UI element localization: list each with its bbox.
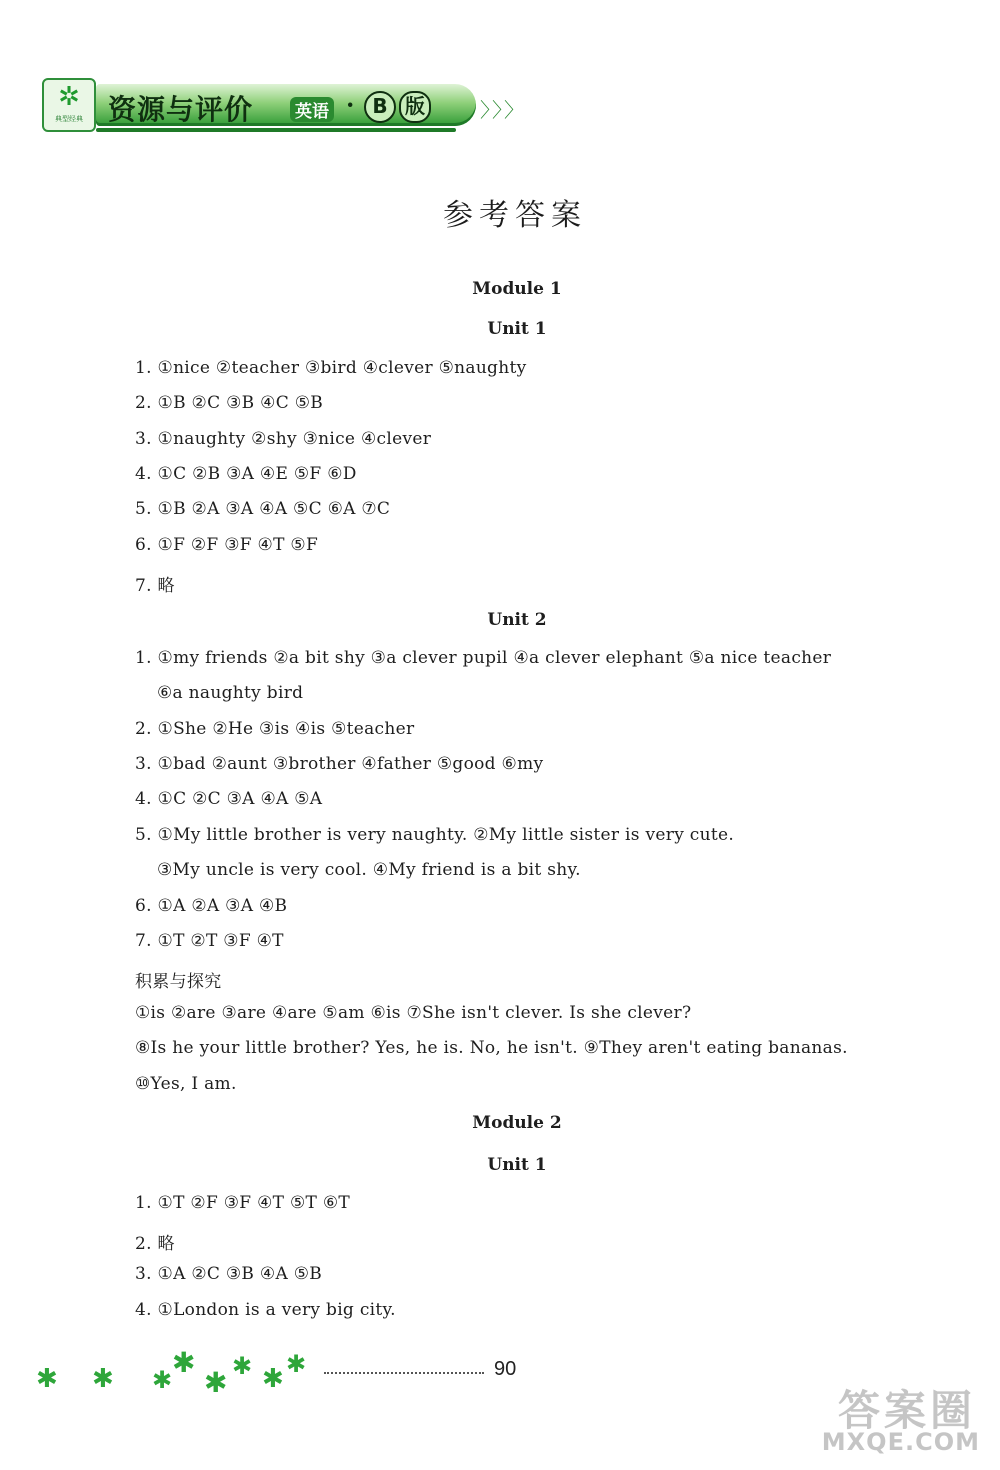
banner-underline bbox=[96, 128, 456, 132]
chevron-right-icon: 〉〉〉 bbox=[480, 98, 526, 122]
page-number: 90 bbox=[494, 1358, 517, 1380]
answer-line: ⑧Is he your little brother? Yes, he is. No, he isn't. ⑨They aren't eating bananas. bbox=[135, 1038, 848, 1058]
star-logo-icon: ✲ bbox=[58, 82, 80, 112]
edition-letter: B bbox=[364, 91, 396, 123]
logo-text: 典型经典 bbox=[55, 115, 83, 123]
section-heading: Unit 2 bbox=[487, 610, 547, 630]
answer-line: 7. 略 bbox=[135, 576, 175, 596]
book-logo bbox=[42, 78, 96, 132]
watermark bbox=[786, 1378, 996, 1462]
section-heading: Module 1 bbox=[472, 279, 562, 299]
answer-line: 1. ①T ②F ③F ④T ⑤T ⑥T bbox=[135, 1193, 351, 1213]
answer-line: 4. ①C ②B ③A ④E ⑤F ⑥D bbox=[135, 464, 357, 484]
section-heading: Module 2 bbox=[472, 1113, 562, 1133]
answer-line: 2. ①B ②C ③B ④C ⑤B bbox=[135, 393, 324, 413]
answer-line: ⑥a naughty bird bbox=[157, 683, 304, 703]
answer-line: 4. ①C ②C ③A ④A ⑤A bbox=[135, 789, 323, 809]
answer-line: 6. ①F ②F ③F ④T ⑤F bbox=[135, 535, 319, 555]
star-decoration-icon: ✱ ✱ ✱ ✱ ✱ ✱ ✱ ✱ bbox=[36, 1346, 307, 1399]
answer-line: 3. ①naughty ②shy ③nice ④clever bbox=[135, 429, 432, 449]
watermark-cn: 答案圈 bbox=[837, 1386, 976, 1435]
answer-line: ①is ②are ③are ④are ⑤am ⑥is ⑦She isn't clever. Is she clever? bbox=[135, 1003, 692, 1023]
answer-line: 7. ①T ②T ③F ④T bbox=[135, 931, 284, 951]
answer-line: 6. ①A ②A ③A ④B bbox=[135, 896, 288, 916]
title-bar bbox=[96, 84, 476, 126]
answer-line: 3. ①A ②C ③B ④A ⑤B bbox=[135, 1264, 323, 1284]
answer-line: 3. ①bad ②aunt ③brother ④father ⑤good ⑥my bbox=[135, 754, 544, 774]
answer-line: 1. ①nice ②teacher ③bird ④clever ⑤naughty bbox=[135, 358, 527, 378]
dotted-leader bbox=[324, 1362, 484, 1374]
answer-line: 积累与探究 bbox=[135, 972, 222, 992]
answer-line: 4. ①London is a very big city. bbox=[135, 1300, 396, 1320]
section-heading: Unit 1 bbox=[487, 319, 547, 339]
series-title: 资源与评价 bbox=[108, 93, 254, 126]
header-banner bbox=[42, 72, 526, 134]
page-title: 参考答案 bbox=[443, 198, 587, 233]
answer-line: 5. ①B ②A ③A ④A ⑤C ⑥A ⑦C bbox=[135, 499, 391, 519]
answer-line: ⑩Yes, I am. bbox=[135, 1074, 237, 1094]
edition-badge bbox=[364, 91, 431, 123]
title-separator: · bbox=[346, 90, 355, 119]
answer-line: ③My uncle is very cool. ④My friend is a bit shy. bbox=[157, 860, 581, 880]
edition-suffix: 版 bbox=[399, 91, 431, 123]
watermark-en: MXQE.COM bbox=[821, 1428, 980, 1456]
answer-line: 5. ①My little brother is very naughty. ②My little sister is very cute. bbox=[135, 825, 735, 845]
answer-line: 1. ①my friends ②a bit shy ③a clever pupil ④a clever elephant ⑤a nice teacher bbox=[135, 648, 832, 668]
answer-line: 2. 略 bbox=[135, 1234, 175, 1254]
section-heading: Unit 1 bbox=[487, 1155, 547, 1175]
answer-line: 2. ①She ②He ③is ④is ⑤teacher bbox=[135, 719, 415, 739]
subject-badge: 英语 bbox=[290, 97, 334, 122]
